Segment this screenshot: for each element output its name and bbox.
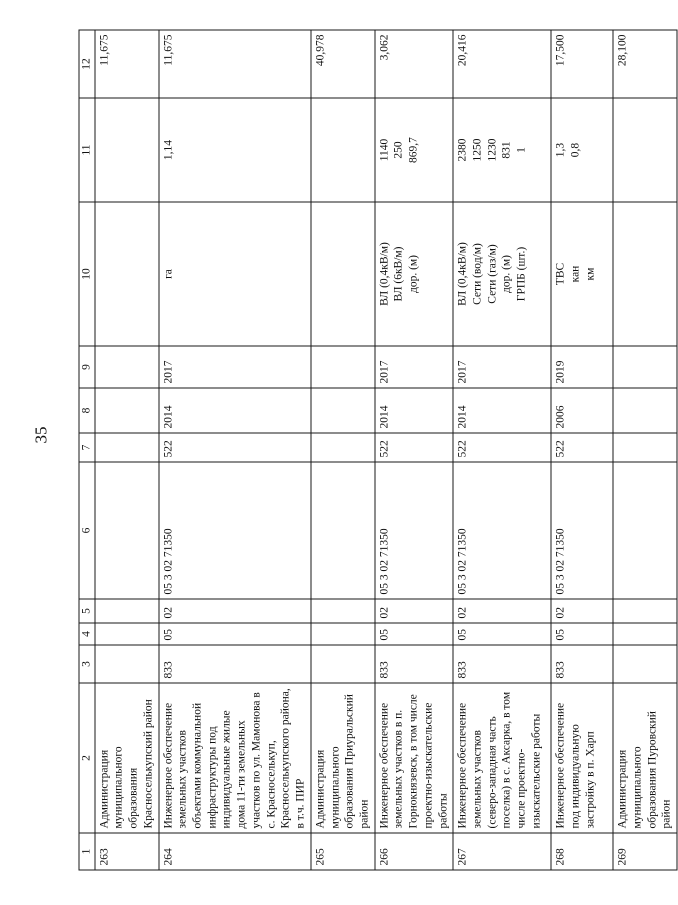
units-cell bbox=[311, 202, 375, 346]
start-year-cell bbox=[95, 388, 159, 433]
code-cell-6: 05 3 02 71350 bbox=[453, 462, 551, 599]
code-cell-3: 833 bbox=[159, 645, 311, 683]
code-cell-3: 833 bbox=[375, 645, 454, 683]
units-cell bbox=[159, 202, 311, 346]
row-number-cell: 266 bbox=[375, 833, 454, 870]
start-year-cell bbox=[311, 388, 375, 433]
column-header-9: 9 bbox=[79, 346, 95, 388]
start-year-cell: 2014 bbox=[453, 388, 551, 433]
table-body bbox=[79, 30, 677, 870]
code-cell-4 bbox=[95, 623, 159, 645]
column-header-5: 5 bbox=[79, 599, 95, 623]
start-year-cell: 2014 bbox=[159, 388, 311, 433]
table-row bbox=[311, 30, 375, 870]
units-cell-line: га bbox=[162, 269, 175, 279]
column-header-3: 3 bbox=[79, 645, 95, 683]
capacity-cell-line: 1140 bbox=[378, 138, 391, 162]
row-number-cell: 267 bbox=[453, 833, 551, 870]
units-cell-line: дор. (м) bbox=[407, 254, 420, 294]
code-cell-7 bbox=[613, 433, 677, 462]
code-cell-7: 522 bbox=[375, 433, 454, 462]
column-header-2: 2 bbox=[79, 683, 95, 833]
code-cell-3 bbox=[613, 645, 677, 683]
column-header-12: 12 bbox=[79, 30, 95, 98]
column-header-11: 11 bbox=[79, 98, 95, 202]
capacity-cell-line: 0,8 bbox=[569, 142, 582, 158]
units-cell-line: ГРПБ (шт.) bbox=[515, 246, 528, 302]
units-cell-line: ТВС bbox=[554, 262, 567, 286]
row-number-cell: 268 bbox=[551, 833, 613, 870]
table-row bbox=[375, 30, 454, 870]
capacity-cell bbox=[159, 98, 311, 202]
code-cell-4 bbox=[311, 623, 375, 645]
units-cell-line: Сети (газ/м) bbox=[486, 244, 499, 304]
units-cell bbox=[551, 202, 613, 346]
code-cell-4: 05 bbox=[159, 623, 311, 645]
amount-cell: 11,675 bbox=[159, 30, 311, 98]
units-cell-line: дор. (м) bbox=[500, 254, 513, 294]
capacity-cell bbox=[613, 98, 677, 202]
amount-cell: 40,978 bbox=[311, 30, 375, 98]
capacity-cell-line: 2380 bbox=[456, 138, 469, 162]
capacity-cell-line: 1,14 bbox=[162, 139, 175, 161]
code-cell-7: 522 bbox=[551, 433, 613, 462]
amount-cell: 20,416 bbox=[453, 30, 551, 98]
description-cell: Инженерное обеспечение земельных участков в п. Горнокнязевск, в том числе проектно-изыскательские работы bbox=[375, 683, 454, 833]
capacity-cell bbox=[551, 98, 613, 202]
code-cell-4: 05 bbox=[453, 623, 551, 645]
column-header-7: 7 bbox=[79, 433, 95, 462]
column-header-6: 6 bbox=[79, 462, 95, 599]
code-cell-5: 02 bbox=[159, 599, 311, 623]
code-cell-6 bbox=[311, 462, 375, 599]
code-cell-7: 522 bbox=[453, 433, 551, 462]
code-cell-3: 833 bbox=[551, 645, 613, 683]
capacity-cell bbox=[311, 98, 375, 202]
code-cell-5: 02 bbox=[375, 599, 454, 623]
units-cell bbox=[453, 202, 551, 346]
capacity-cell-line: 1,3 bbox=[554, 142, 567, 158]
description-cell: Инженерное обеспечение под индивидуальную застройку в п. Харп bbox=[551, 683, 613, 833]
start-year-cell: 2014 bbox=[375, 388, 454, 433]
description-cell: Администрация муниципального образования Пуровский район bbox=[613, 683, 677, 833]
code-cell-6: 05 3 02 71350 bbox=[159, 462, 311, 599]
column-header-10: 10 bbox=[79, 202, 95, 346]
code-cell-5: 02 bbox=[453, 599, 551, 623]
end-year-cell: 2019 bbox=[551, 346, 613, 388]
amount-cell: 17,500 bbox=[551, 30, 613, 98]
description-cell: Администрация муниципального образования Красноселькупский район bbox=[95, 683, 159, 833]
units-cell-line: ВЛ (6кВ/м) bbox=[392, 246, 405, 302]
end-year-cell: 2017 bbox=[453, 346, 551, 388]
rotated-table-container bbox=[79, 31, 673, 871]
capacity-cell bbox=[95, 98, 159, 202]
end-year-cell bbox=[311, 346, 375, 388]
capacity-cell-line: 869,7 bbox=[407, 137, 420, 163]
capacity-cell bbox=[453, 98, 551, 202]
amount-cell: 11,675 bbox=[95, 30, 159, 98]
row-number-cell: 263 bbox=[95, 833, 159, 870]
column-header-4: 4 bbox=[79, 623, 95, 645]
capacity-cell-line: 1230 bbox=[486, 138, 499, 162]
units-cell bbox=[95, 202, 159, 346]
code-cell-7: 522 bbox=[159, 433, 311, 462]
capacity-cell bbox=[375, 98, 454, 202]
code-cell-6: 05 3 02 71350 bbox=[551, 462, 613, 599]
start-year-cell bbox=[613, 388, 677, 433]
code-cell-7 bbox=[311, 433, 375, 462]
code-cell-5 bbox=[613, 599, 677, 623]
units-cell-line: Сети (вод/м) bbox=[471, 243, 484, 305]
table-row bbox=[159, 30, 311, 870]
end-year-cell bbox=[613, 346, 677, 388]
code-cell-4: 05 bbox=[375, 623, 454, 645]
capacity-cell-line: 831 bbox=[500, 141, 513, 159]
units-cell bbox=[375, 202, 454, 346]
description-cell: Инженерное обеспечение земельных участков (северо-западная часть поселка) в с. Аксарка, в том числе проектно-изыскательские работы bbox=[453, 683, 551, 833]
code-cell-5: 02 bbox=[551, 599, 613, 623]
code-cell-6: 05 3 02 71350 bbox=[375, 462, 454, 599]
column-header-8: 8 bbox=[79, 388, 95, 433]
amount-cell: 28,100 bbox=[613, 30, 677, 98]
column-header-1: 1 bbox=[79, 833, 95, 870]
table-row bbox=[95, 30, 159, 870]
code-cell-6 bbox=[95, 462, 159, 599]
units-cell-line: кан bbox=[569, 265, 582, 283]
capacity-cell-line: 1 bbox=[515, 147, 528, 153]
code-cell-3 bbox=[95, 645, 159, 683]
code-cell-3: 833 bbox=[453, 645, 551, 683]
budget-table bbox=[79, 30, 678, 871]
end-year-cell: 2017 bbox=[375, 346, 454, 388]
table-row bbox=[551, 30, 613, 870]
code-cell-6 bbox=[613, 462, 677, 599]
header-row bbox=[79, 30, 95, 870]
units-cell-line: км bbox=[584, 267, 597, 281]
table-row bbox=[453, 30, 551, 870]
row-number-cell: 264 bbox=[159, 833, 311, 870]
table-row bbox=[613, 30, 677, 870]
code-cell-3 bbox=[311, 645, 375, 683]
row-number-cell: 265 bbox=[311, 833, 375, 870]
code-cell-7 bbox=[95, 433, 159, 462]
units-cell-line: ВЛ (0,4кВ/м) bbox=[456, 242, 469, 306]
start-year-cell: 2006 bbox=[551, 388, 613, 433]
description-cell: Инженерное обеспечение земельных участков объектами коммунальной инфраструктуры под индивидуальные жилые дома 11-ти земельных участков по ул. Мамонова в с. Красноселькуп, Красноселькупского района, в т.ч. ПИР bbox=[159, 683, 311, 833]
row-number-cell: 269 bbox=[613, 833, 677, 870]
end-year-cell bbox=[95, 346, 159, 388]
page-number: 35 bbox=[31, 426, 51, 444]
code-cell-4: 05 bbox=[551, 623, 613, 645]
end-year-cell: 2017 bbox=[159, 346, 311, 388]
units-cell-line: ВЛ (0,4кВ/м) bbox=[378, 242, 391, 306]
capacity-cell-line: 1250 bbox=[471, 138, 484, 162]
description-cell: Администрация муниципального образования Приуральский район bbox=[311, 683, 375, 833]
code-cell-5 bbox=[311, 599, 375, 623]
code-cell-4 bbox=[613, 623, 677, 645]
capacity-cell-line: 250 bbox=[392, 141, 405, 159]
amount-cell: 3,062 bbox=[375, 30, 454, 98]
code-cell-5 bbox=[95, 599, 159, 623]
units-cell bbox=[613, 202, 677, 346]
